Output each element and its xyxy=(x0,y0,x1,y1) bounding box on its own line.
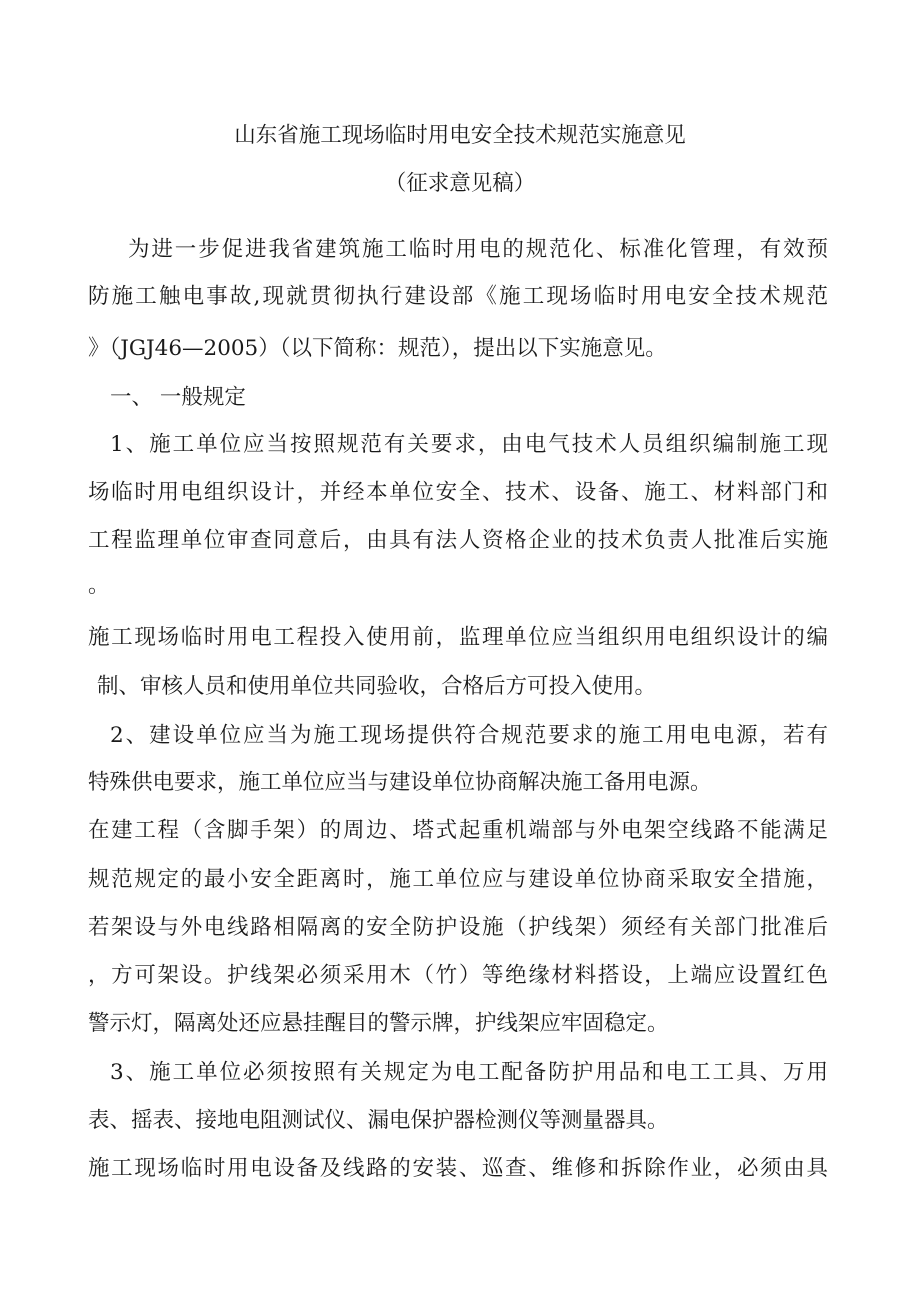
paragraph-line: 为进一步促进我省建筑施工临时用电的规范化、标准化管理，有效预 xyxy=(128,237,828,262)
paragraph-line: 在建工程（含脚手架）的周边、塔式起重机端部与外电架空线路不能满足 xyxy=(88,818,828,843)
paragraph-line: 工程监理单位审查同意后，由具有法人资格企业的技术负责人批准后实施 xyxy=(88,528,828,553)
paragraph-line: 。 xyxy=(88,573,110,598)
section-heading: 一、 一般规定 xyxy=(110,385,246,410)
paragraph-line: 场临时用电组织设计，并经本单位安全、技术、设备、施工、材料部门和 xyxy=(88,480,828,505)
paragraph-line: 施工现场临时用电设备及线路的安装、巡查、维修和拆除作业，必须由具 xyxy=(88,1156,828,1181)
paragraph-line: ，方可架设。护线架必须采用木（竹）等绝缘材料搭设，上端应设置红色 xyxy=(88,963,828,988)
paragraph-line: 2、建设单位应当为施工现场提供符合规范要求的施工用电电源，若有 xyxy=(110,723,828,748)
paragraph-line: 防施工触电事故,现就贯彻执行建设部《施工现场临时用电安全技术规范 xyxy=(88,284,828,309)
paragraph-line: 特殊供电要求，施工单位应当与建设单位协商解决施工备用电源。 xyxy=(88,770,712,795)
paragraph-line: 》（JGJ46—2005）（以下简称：规范），提出以下实施意见。 xyxy=(88,336,667,361)
paragraph-line: 若架设与外电线路相隔离的安全防护设施（护线架）须经有关部门批准后 xyxy=(88,915,828,940)
document-title: 山东省施工现场临时用电安全技术规范实施意见 xyxy=(234,123,686,148)
paragraph-line: 制、审核人员和使用单位共同验收，合格后方可投入使用。 xyxy=(97,674,657,699)
paragraph-line: 警示灯，隔离处还应悬挂醒目的警示牌，护线架应牢固稳定。 xyxy=(88,1011,669,1036)
paragraph-line: 规范规定的最小安全距离时，施工单位应与建设单位协商采取安全措施， xyxy=(88,867,828,892)
paragraph-line: 1、施工单位应当按照规范有关要求，由电气技术人员组织编制施工现 xyxy=(110,432,828,457)
document-subtitle: （征求意见稿） xyxy=(384,171,536,196)
paragraph-line: 施工现场临时用电工程投入使用前，监理单位应当组织用电组织设计的编 xyxy=(88,625,828,650)
paragraph-line: 表、摇表、接地电阻测试仪、漏电保护器检测仪等测量器具。 xyxy=(88,1108,669,1133)
paragraph-line: 3、施工单位必须按照有关规定为电工配备防护用品和电工工具、万用 xyxy=(110,1060,828,1085)
